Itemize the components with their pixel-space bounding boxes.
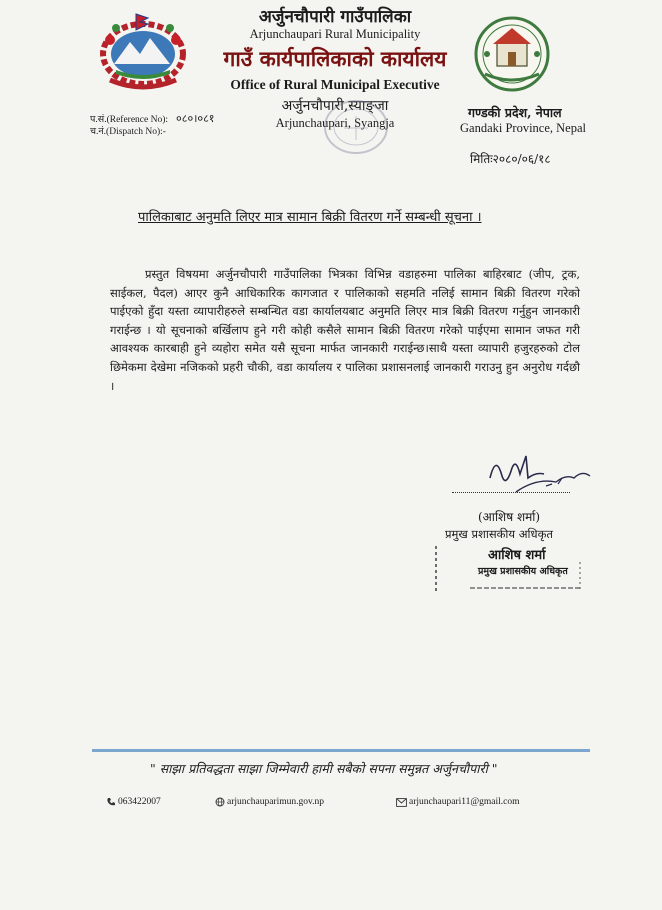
globe-icon — [215, 797, 225, 807]
location-np: अर्जुनचौपारी,स्याङ्जा — [281, 98, 389, 114]
stamp-title: प्रमुख प्रशासकीय अधिकृत — [478, 566, 568, 577]
footer-motto: " साझा प्रतिवद्धता साझा जिम्मेवारी हामी सबैको सपना समुन्नत अर्जुनचौपारी " — [150, 761, 498, 776]
notice-date: मितिः२०८०/०६/१८ — [470, 152, 551, 166]
footer-email — [396, 797, 519, 807]
office-name-en: Office of Rural Municipal Executive — [230, 77, 440, 92]
footer-divider — [92, 749, 590, 752]
signatory-title: प्रमुख प्रशासकीय अधिकृत — [445, 527, 553, 541]
notice-subject: पालिकाबाट अनुमति लिएर मात्र सामान बिक्री वितरण गर्ने सम्बन्धी सूचना । — [138, 210, 482, 225]
municipality-logo-icon — [473, 12, 551, 96]
office-name-np: गाउँ कार्यपालिकाको कार्यालय — [223, 46, 447, 71]
dispatch-label: च.नं.(Dispatch No):- — [90, 127, 166, 137]
stamp-name: आशिष शर्मा — [488, 548, 546, 563]
location-en: Arjunchaupari, Syangja — [275, 116, 395, 130]
footer-website — [215, 797, 324, 807]
reference-label: प.सं.(Reference No): — [90, 115, 169, 125]
municipality-name-np: अर्जुनचौपारी गाउँपालिका — [258, 7, 412, 27]
footer-phone — [106, 797, 161, 807]
phone-number: 063422007 — [118, 797, 161, 807]
handwritten-signature-icon — [486, 448, 596, 502]
email-link[interactable]: arjunchaupari11@gmail.com — [409, 797, 520, 807]
dispatch-number — [90, 124, 166, 137]
reference-value: ०८०।०८१ — [176, 112, 215, 125]
province-np: गण्डकी प्रदेश, नेपाल — [468, 105, 562, 120]
signatory-name: (आशिष शर्मा) — [478, 510, 541, 524]
phone-icon — [106, 797, 116, 807]
municipality-name-en: Arjunchaupari Rural Municipality — [249, 27, 421, 41]
signature-line — [452, 492, 570, 493]
notice-body: प्रस्तुत विषयमा अर्जुनचौपारी गाउँपालिका भित्रका विभिन्न वडाहरुमा पालिका बाहिरबाट (जीप, ट्रक, साईकल, पैदल) आएर कुनै आधिकारिक कागजात र पालिकाको सहमति नलिई सामान बिक्री वितरण गरेको पाईएको हुँदा यस्ता व्यापारीहरुले सम्बन्धित वडा कार्यालयबाट अनुमति लिएर मात्र बिक्री वितरण गर्नुहुन जानकारी गराईन्छ । यो सूचनाको बर्खिलाप हुने गरी कोही कसैले सामान बिक्री वितरण गरेको पाईएमा सामान जफत गरी आवश्यक कारबाही हुने व्यहोरा समेत यसै सूचना मार्फत जानकारी गराईन्छ।साथै यस्ता व्यापारी हजुरहरुको टोल छिमेकमा देखेमा नजिकको प्रहरी चौकी, वडा कार्यालय र पालिका प्रशासनलाई जानकारी गराउनु हुन अनुरोध गर्दछौ । — [110, 267, 580, 393]
office-stamp-icon — [322, 98, 390, 156]
envelope-icon — [396, 798, 407, 807]
province-en: Gandaki Province, Nepal — [460, 121, 587, 135]
website-link[interactable]: arjunchauparimun.gov.np — [227, 797, 324, 807]
